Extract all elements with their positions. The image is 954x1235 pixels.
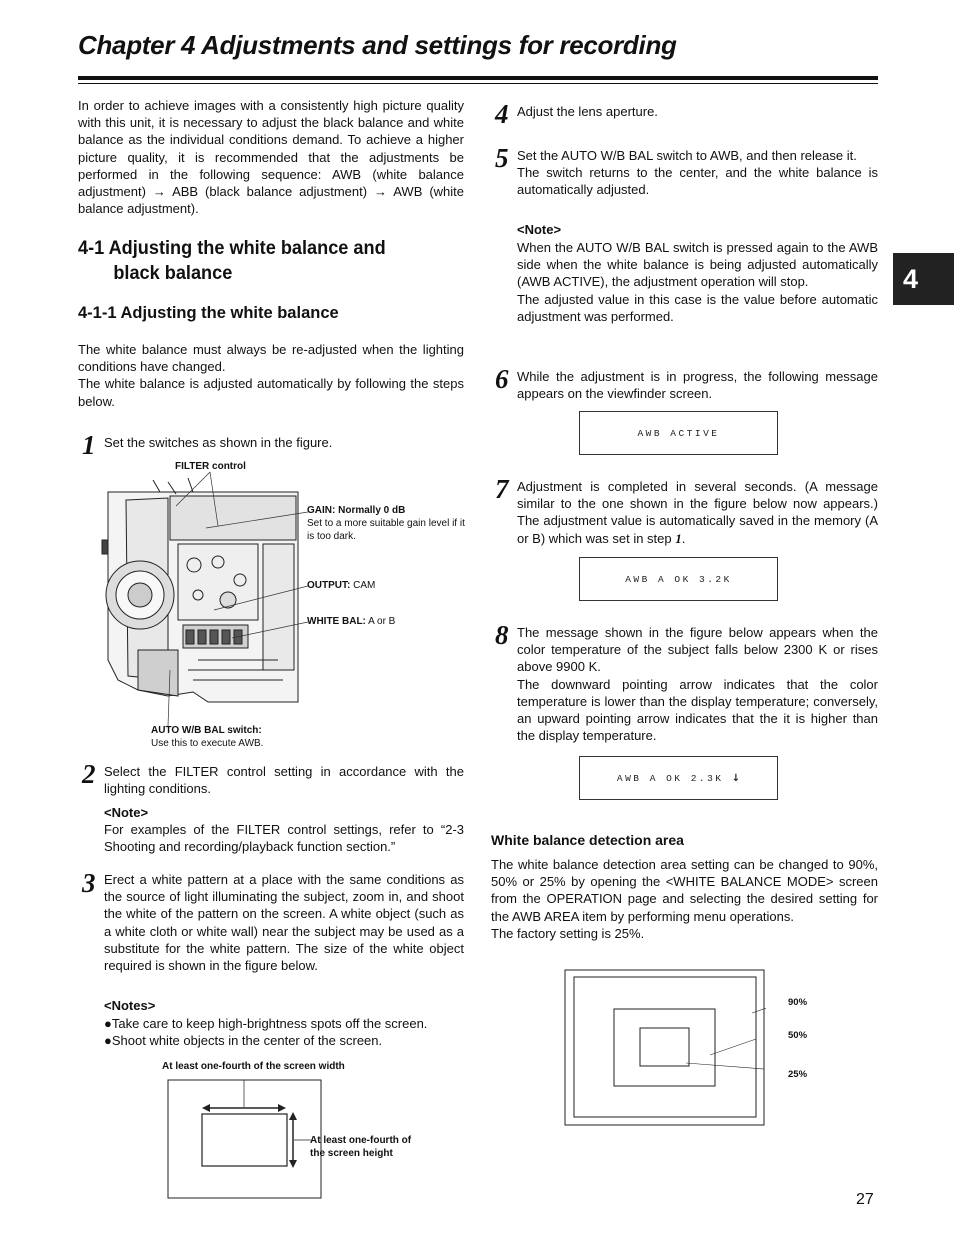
step-7-number: 7 — [495, 474, 509, 504]
filter-control-label: FILTER control — [175, 461, 246, 472]
down-arrow-icon: ↓ — [731, 772, 741, 784]
step-ref: 1 — [675, 530, 682, 546]
step-2-number: 2 — [82, 759, 96, 789]
whitebal-value: A or B — [365, 616, 396, 627]
bullet-dot-icon: ● — [104, 1016, 112, 1031]
step-2-note-label: <Note> — [104, 805, 149, 820]
header-rule-thin — [78, 83, 878, 84]
step-5-note: When the AUTO W/B BAL switch is pressed again to the AWB side when the white balance is being adjusted automatically (AWB ACTIVE), the adjustment operation will stop. The adjusted value in this case is the value before automatic adjustment was performed. — [517, 240, 878, 324]
viewfinder-awb-active: AWB ACTIVE — [579, 411, 778, 455]
step-1-text: Set the switches as shown in the figure. — [104, 435, 333, 450]
step-5-number: 5 — [495, 143, 509, 173]
output-value: CAM — [350, 580, 376, 591]
chapter-side-tab: 4 — [893, 253, 954, 305]
chapter-title: Chapter 4 Adjustments and settings for recording — [78, 30, 677, 60]
label-90-percent: 90% — [788, 997, 808, 1008]
section-title-line1: 4-1 Adjusting the white balance and — [78, 237, 386, 259]
step-8-text: The message shown in the figure below appears when the color temperature of the subject falls below 2300 K or rises above 9900 K. The downward pointing arrow indicates that the color temperature is lower than the display temperature; conversely, an upward pointing arrow indicates that the it is higher than the display temperature. — [517, 625, 878, 744]
step-3-bullet-2: ●Shoot white objects in the center of the screen. — [104, 1033, 383, 1048]
camera-side-illustration — [98, 470, 308, 726]
page-number: 27 — [856, 1191, 874, 1208]
subsection-title: 4-1-1 Adjusting the white balance — [78, 304, 339, 322]
step-6-number: 6 — [495, 364, 509, 394]
white-object-size-diagram — [166, 1074, 324, 1202]
viewfinder-awb-ok-23k: AWB A OK 2.3K ↓ — [579, 756, 778, 800]
gain-note: Set to a more suitable gain level if it is too dark. — [307, 518, 465, 542]
step-7-text: Adjustment is completed in several seconds. (A message similar to the one shown in the figure below now appears.) The adjustment value is automatically saved in the memory (A or B) which was set in step 1. — [517, 479, 878, 546]
step-5-note-label: <Note> — [517, 222, 562, 237]
header-rule-thick — [78, 76, 878, 80]
step-4-number: 4 — [495, 99, 509, 129]
step-4-text: Adjust the lens aperture. — [517, 104, 658, 119]
section-title — [78, 236, 469, 286]
viewfinder-awb-ok-32k: AWB A OK 3.2K — [579, 557, 778, 601]
subsection-text: The white balance must always be re-adjusted when the lighting conditions have changed. The white balance is adjusted automatically by following the steps below. — [78, 342, 464, 409]
step-3-bullet-1: ●Take care to keep high-brightness spots off the screen. — [104, 1016, 428, 1031]
output-label: OUTPUT: — [307, 580, 351, 591]
awb-callout — [151, 724, 263, 750]
step-8-number: 8 — [495, 620, 509, 650]
label-50-percent: 50% — [788, 1030, 808, 1041]
step-2-text: Select the FILTER control setting in accordance with the lighting conditions. — [104, 764, 464, 797]
bullet-dot-icon: ● — [104, 1033, 112, 1048]
gain-callout — [307, 504, 467, 543]
step-2-note: For examples of the FILTER control settings, refer to “2-3 Shooting and recording/playback function section.” — [104, 822, 464, 855]
intro-paragraph: In order to achieve images with a consistently high picture quality with this unit, it is necessary to adjust the black balance and white balance as the individual conditions demand. To achieve a higher picture quality, it is recommended that the adjustments be performed in the following sequence: AWB (white balance adjustment) → ABB (black balance adjustment) → AWB (white balance adjustment). — [78, 98, 464, 217]
section-title-line2: black balance — [113, 262, 233, 284]
step-5-text: Set the AUTO W/B BAL switch to AWB, and then release it. The switch returns to the center, and the white balance is automatically adjusted. — [517, 148, 878, 198]
whitebal-label: WHITE BAL: — [307, 616, 366, 627]
awb-note: Use this to execute AWB. — [151, 738, 264, 749]
detection-area-diagram — [564, 969, 766, 1127]
detection-title: White balance detection area — [491, 832, 684, 848]
step-3-number: 3 — [82, 868, 96, 898]
step-3-text: Erect a white pattern at a place with the same conditions as the source of light illuminating the subject, zoom in, and shoot the white of the pattern on the screen. A white object (such as a white cloth or white wall) near the subject may be used as a substitute for the white pattern. The size of the white object required is shown in the figure below. — [104, 872, 464, 974]
awb-label: AUTO W/B BAL switch: — [151, 725, 262, 736]
size-height-label: At least one-fourth of the screen height — [310, 1135, 412, 1159]
step-3-notes-label: <Notes> — [104, 998, 156, 1013]
output-callout — [307, 579, 375, 592]
whitebal-callout — [307, 615, 395, 628]
detection-text: The white balance detection area setting can be changed to 90%, 50% or 25% by opening the <WHITE BALANCE MODE> screen from the OPERATION page and selecting the desired setting for the AWB AREA item by performing menu operations. The factory setting is 25%. — [491, 857, 878, 941]
step-6-text: While the adjustment is in progress, the following message appears on the viewfinder screen. — [517, 369, 878, 402]
label-25-percent: 25% — [788, 1069, 808, 1080]
size-width-label: At least one-fourth of the screen width — [162, 1061, 345, 1072]
gain-label: GAIN: Normally 0 dB — [307, 505, 406, 516]
step-1-number: 1 — [82, 430, 96, 460]
